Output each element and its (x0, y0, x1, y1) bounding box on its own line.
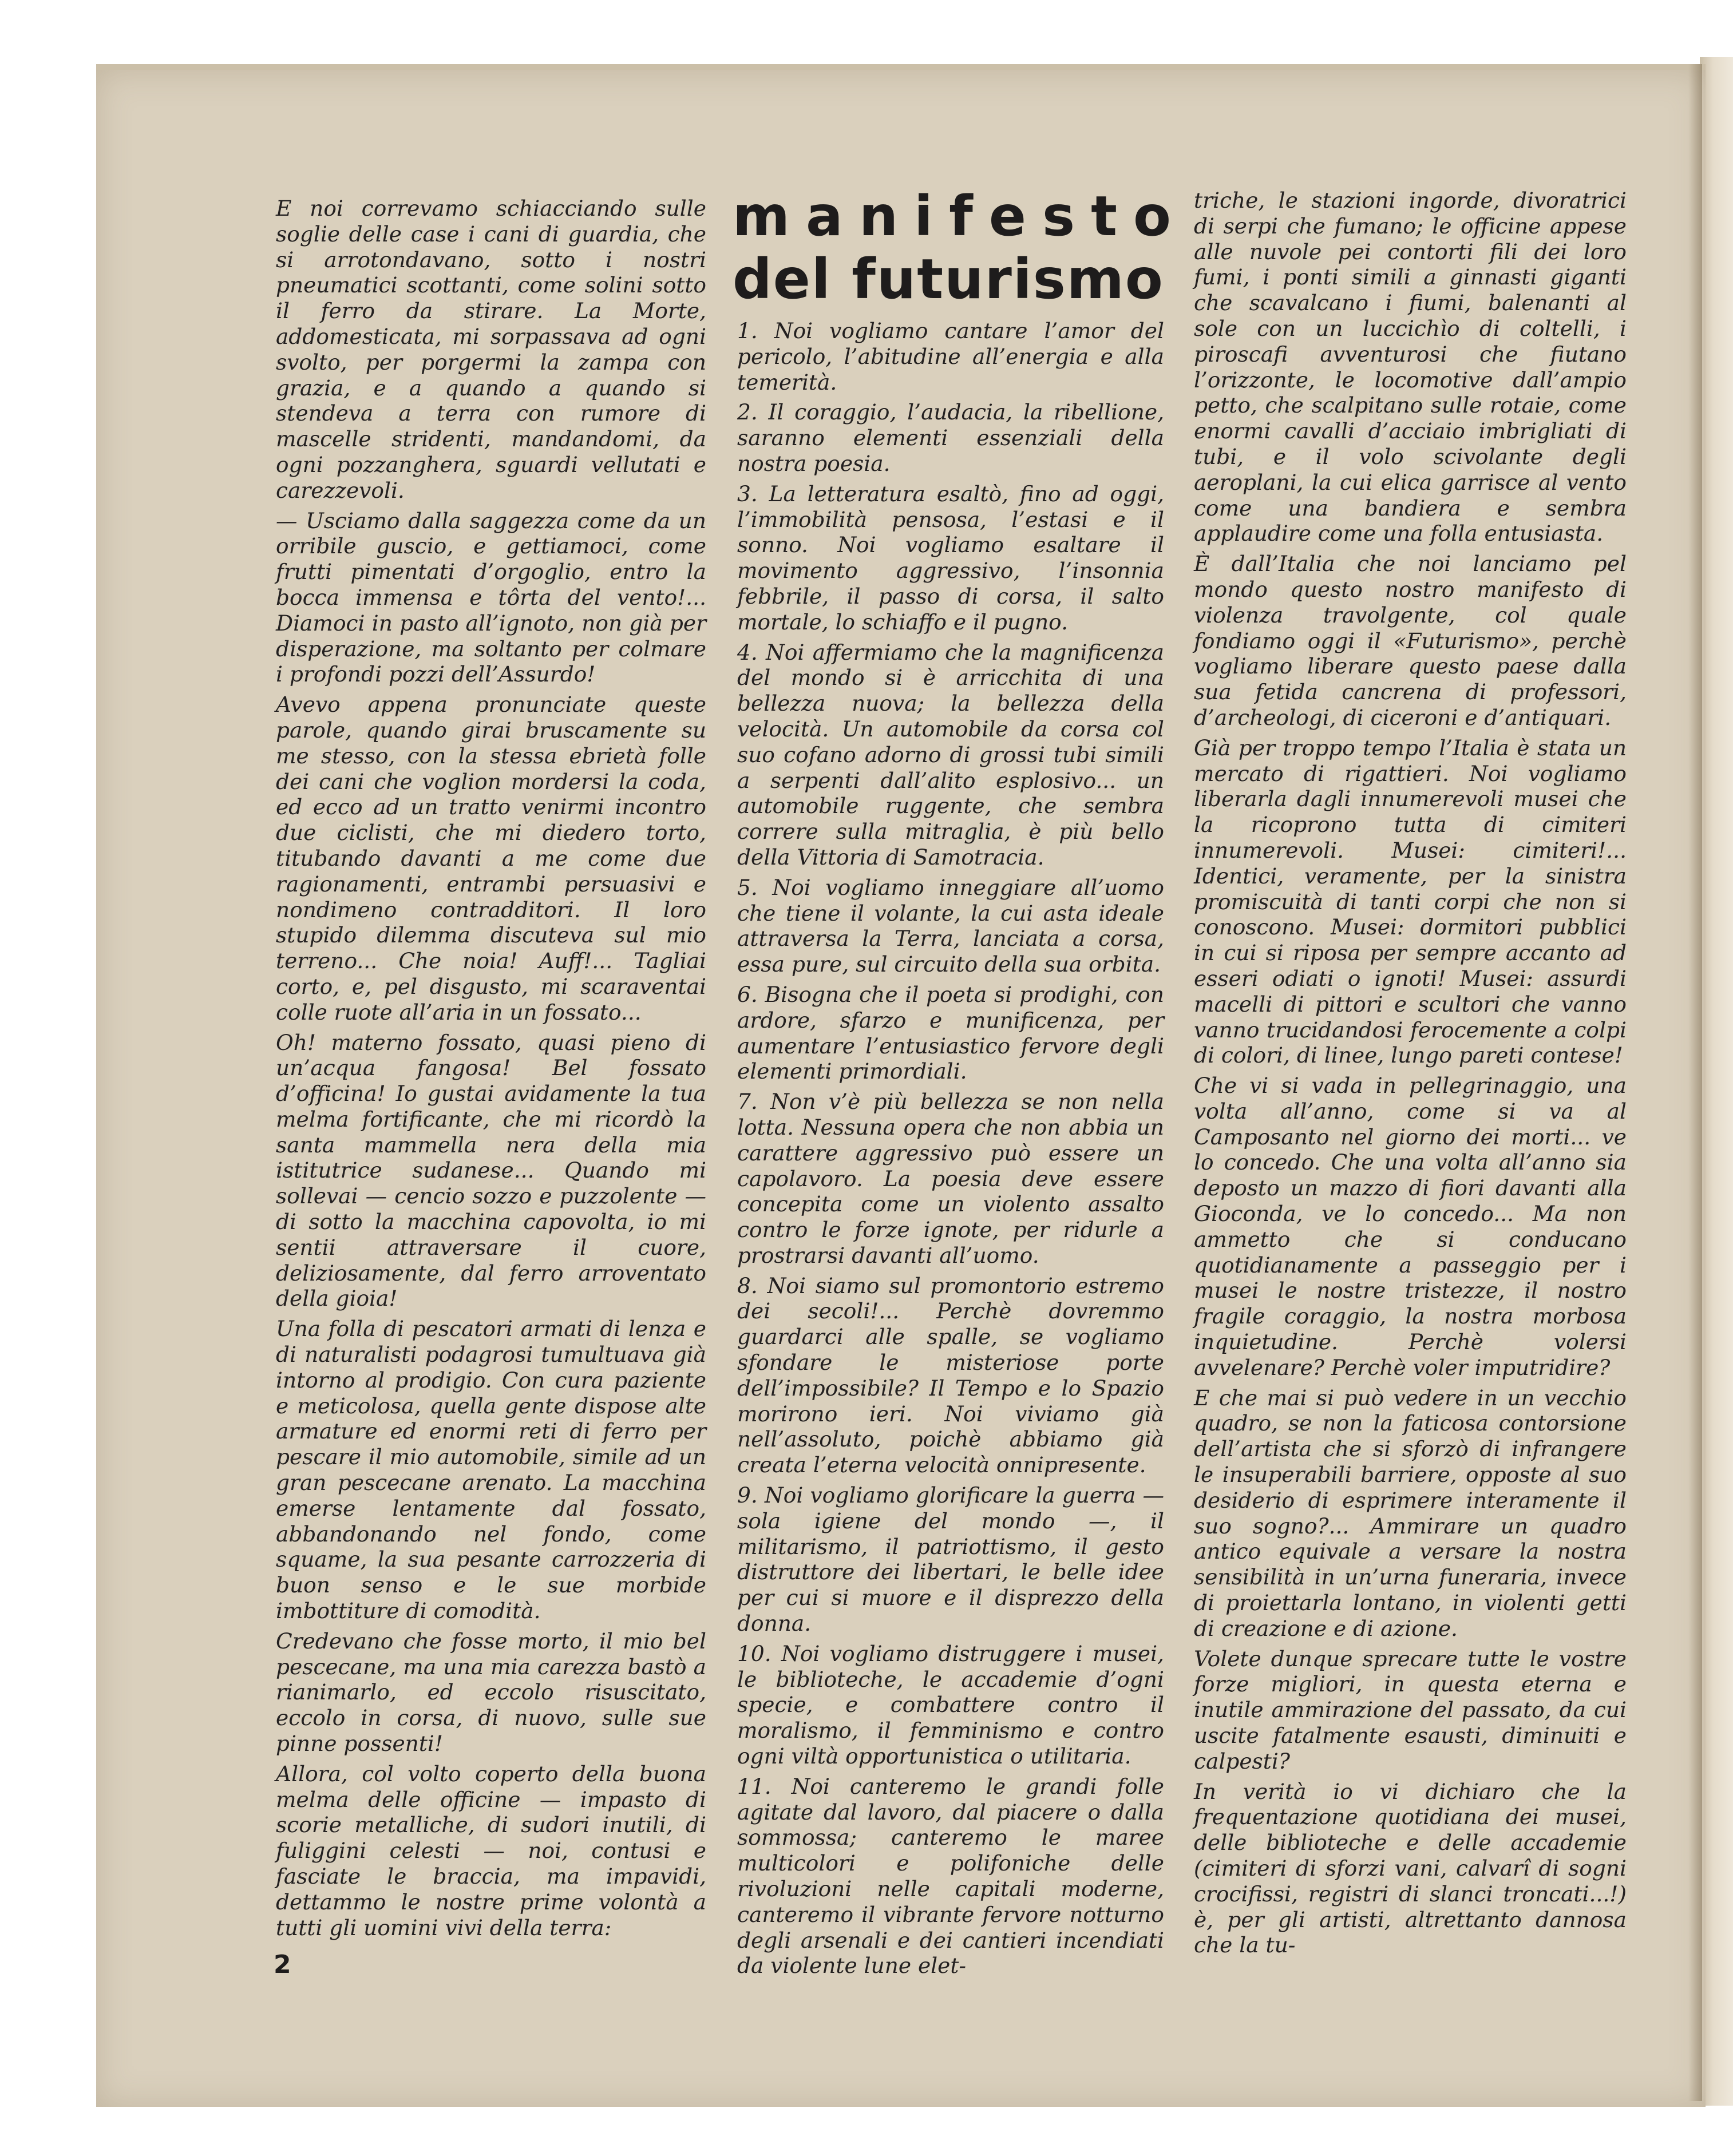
manifesto-point-1: 1. Noi vogliamo cantare l’amor del pericolo, l’abitudine all’energia e alla temerità. (737, 318, 1164, 395)
paragraph: In verità io vi dichiaro che la frequentazione quotidiana dei musei, delle biblioteche e delle accademie (cimiteri di sforzi vani, calvarî di sogni crocifissi, registri di slanci troncati...!) è, per gli artisti, altrettanto dannosa che la tu- (1194, 1778, 1627, 1958)
paragraph: È dall’Italia che noi lanciamo pel mondo questo nostro manifesto di violenza travolgente, col quale fondiamo oggi il «Futurismo», perchè vogliamo liberare questo paese dalla sua fetida cancrena di professori, d’archeologi, di ciceroni e d’antiquari. (1194, 551, 1627, 730)
manifesto-point-6: 6. Bisogna che il poeta si prodighi, con ardore, sfarzo e munificenza, per aumentare l’entusiastico fervore degli elementi primordiali. (737, 981, 1164, 1084)
paragraph: Una folla di pescatori armati di lenza e di naturalisti podagrosi tumultuava già intorno al prodigio. Con cura paziente e meticolosa, quella gente dispose alte armature ed enormi reti di ferro per pescare il mio automobile, simile ad un gran pescecane arenato. La macchina emerse lentamente dal fossato, abbandonando nel fondo, come squame, la sua pesante carrozzeria di buon senso e le sue morbide imbottiture di comodità. (276, 1316, 706, 1624)
paragraph: Che vi si vada in pellegrinaggio, una volta all’anno, come si va al Camposanto nel giorno dei morti... ve lo concedo. Che una volta all’anno sia deposto un mazzo di fiori davanti alla Gioconda, ve lo concedo... Ma non ammetto che si conducano quotidianamente a passeggio per i musei le nostre tristezze, il nostro fragile coraggio, la nostra morbosa inquietudine. Perchè volersi avvelenare? Perchè voler imputridire? (1194, 1073, 1627, 1380)
paragraph: — Usciamo dalla saggezza come da un orribile guscio, e gettiamoci, come frutti pimentati d’orgoglio, entro la bocca immensa e tôrta del vento!... Diamoci in pasto all’ignoto, non già per disperazione, ma soltanto per colmare i profondi pozzi dell’Assurdo! (276, 508, 706, 687)
page-fold-shadow (1688, 64, 1702, 2101)
manifesto-point-10: 10. Noi vogliamo distruggere i musei, le biblioteche, le accademie d’ogni specie, e combattere contro il moralismo, il femminismo e contro ogni viltà opportunistica o utilitaria. (737, 1640, 1164, 1769)
paragraph: Avevo appena pronunciate queste parole, quando girai bruscamente su me stesso, con la stessa ebrietà folle dei cani che voglion mordersi la coda, ed ecco ad un tratto venirmi incontro due ciclisti, che mi diedero torto, titubando davanti a me come due ragionamenti, entrambi persuasivi e nondimeno contradditori. Il loro stupido dilemma discuteva sul mio terreno... Che noia! Auff!... Tagliai corto, e, pel disgusto, mi scaraventai colle ruote all’aria in un fossato... (276, 692, 706, 1025)
paragraph: E noi correvamo schiacciando sulle soglie delle case i cani di guardia, che si arrotondavano, sotto i nostri pneumatici scottanti, come solini sotto il ferro da stirare. La Morte, addomesticata, mi sorpassava ad ogni svolto, per porgermi la zampa con grazia, e a quando a quando si stendeva a terra con rumore di mascelle stridenti, mandandomi, da ogni pozzanghera, sguardi vellutati e carezzevoli. (276, 196, 706, 503)
paragraph: E che mai si può vedere in un vecchio quadro, se non la faticosa contorsione dell’artista che si sforzò di infrangere le insuperabili barriere, opposte al suo desiderio di esprimere interamente il suo sogno?... Ammirare un quadro antico equivale a versare la nostra sensibilità in un’urna funeraria, invece di proiettarla lontano, in violenti getti di creazione e di azione. (1194, 1385, 1627, 1641)
right-text-column (1194, 188, 1627, 1963)
manifesto-point-2: 2. Il coraggio, l’audacia, la ribellione, saranno elementi essenziali della nostra poesia. (737, 399, 1164, 476)
manifesto-point-4: 4. Noi affermiamo che la magnificenza del mondo si è arricchita di una bellezza nuova; la bellezza della velocità. Un automobile da corsa col suo cofano adorno di grossi tubi simili a serpenti dall’alito esplosivo... un automobile ruggente, che sembra correre sulla mitraglia, è più bello della Vittoria di Samotracia. (737, 639, 1164, 870)
title-line-1: manifesto (733, 184, 1187, 248)
paragraph: Volete dunque sprecare tutte le vostre forze migliori, in questa eterna e inutile ammirazione del passato, da cui uscite fatalmente esausti, diminuiti e calpesti? (1194, 1646, 1627, 1774)
manifesto-title (733, 184, 1187, 311)
manifesto-point-7: 7. Non v’è più bellezza se non nella lotta. Nessuna opera che non abbia un carattere aggressivo può essere un capolavoro. La poesia deve essere concepita come un violento assalto contro le forze ignote, per ridurle a prostrarsi davanti all’uomo. (737, 1089, 1164, 1268)
paragraph: Credevano che fosse morto, il mio bel pescecane, ma una mia carezza bastò a rianimarlo, ed eccolo risuscitato, eccolo in corsa, di nuovo, sulle sue pinne possenti! (276, 1628, 706, 1757)
paragraph: triche, le stazioni ingorde, divoratrici di serpi che fumano; le officine appese alle nuvole pei contorti fili dei loro fumi, i ponti simili a ginnasti giganti che scavalcano i fiumi, balenanti al sole con un luccichìo di coltelli, i piroscafi avventurosi che fiutano l’orizzonte, le locomotive dall’ampio petto, che scalpitano sulle rotaie, come enormi cavalli d’acciaio imbrigliati di tubi, e il volo scivolante degli aeroplani, la cui elica garrisce al vento come una bandiera e sembra applaudire come una folla entusiasta. (1194, 188, 1627, 546)
paragraph: Allora, col volto coperto della buona melma delle officine — impasto di scorie metalliche, di sudori inutili, di fuliggini celesti — noi, contusi e fasciate le braccia, ma impavidi, dettammo le nostre prime volontà a tutti gli uomini vivi della terra: (276, 1761, 706, 1940)
manifesto-point-5: 5. Noi vogliamo inneggiare all’uomo che tiene il volante, la cui asta ideale attraversa la Terra, lanciata a corsa, essa pure, sul circuito della sua orbita. (737, 874, 1164, 977)
manifesto-point-11: 11. Noi canteremo le grandi folle agitate dal lavoro, dal piacere o dalla sommossa; canteremo le maree multicolori e polifoniche delle rivoluzioni nelle capitali moderne, canteremo il vibrante fervore notturno degli arsenali e dei cantieri incendiati da violente lune elet- (737, 1773, 1164, 1979)
paragraph: Già per troppo tempo l’Italia è stata un mercato di rigattieri. Noi vogliamo liberarla dagli innumerevoli musei che la ricoprono tutta di cimiteri innumerevoli. Musei: cimiteri!... Identici, veramente, per la sinistra promiscuità di tanti corpi che non si conoscono. Musei: dormitori pubblici in cui si riposa per sempre accanto ad esseri odiati o ignoti! Musei: assurdi macelli di pittori e scultori che vanno vanno trucidandosi ferocemente a colpi di colori, di linee, lungo pareti contese! (1194, 735, 1627, 1068)
paragraph: Oh! materno fossato, quasi pieno di un’acqua fangosa! Bel fossato d’officina! Io gustai avidamente la tua melma fortificante, che mi ricordò la santa mammella nera della mia istitutrice sudanese... Quando mi sollevai — cencio sozzo e puzzolente — di sotto la macchina capovolta, io mi sentii attraversare il cuore, deliziosamente, dal ferro arroventato della gioia! (276, 1029, 706, 1311)
page-number: 2 (274, 1950, 291, 1979)
manifesto-point-3: 3. La letteratura esaltò, fino ad oggi, l’immobilità pensosa, l’estasi e il sonno. Noi vogliamo esaltare il movimento aggressivo, l’insonnia febbrile, il passo di corsa, il salto mortale, lo schiaffo e il pugno. (737, 481, 1164, 635)
title-line-2: del futurismo (733, 247, 1164, 311)
manifesto-point-9: 9. Noi vogliamo glorificare la guerra — sola igiene del mondo —, il militarismo, il patriottismo, il gesto distruttore dei libertari, le belle idee per cui si muore e il disprezzo della donna. (737, 1483, 1164, 1636)
manifesto-point-8: 8. Noi siamo sul promontorio estremo dei secoli!... Perchè dovremmo guardarci alle spalle, se vogliamo sfondare le misteriose porte dell’impossibile? Il Tempo e lo Spazio morirono ieri. Noi viviamo già nell’assoluto, poichè abbiamo già creata l’eterna velocità onnipresente. (737, 1273, 1164, 1478)
left-text-column (276, 196, 706, 1945)
middle-text-column (737, 318, 1164, 1983)
